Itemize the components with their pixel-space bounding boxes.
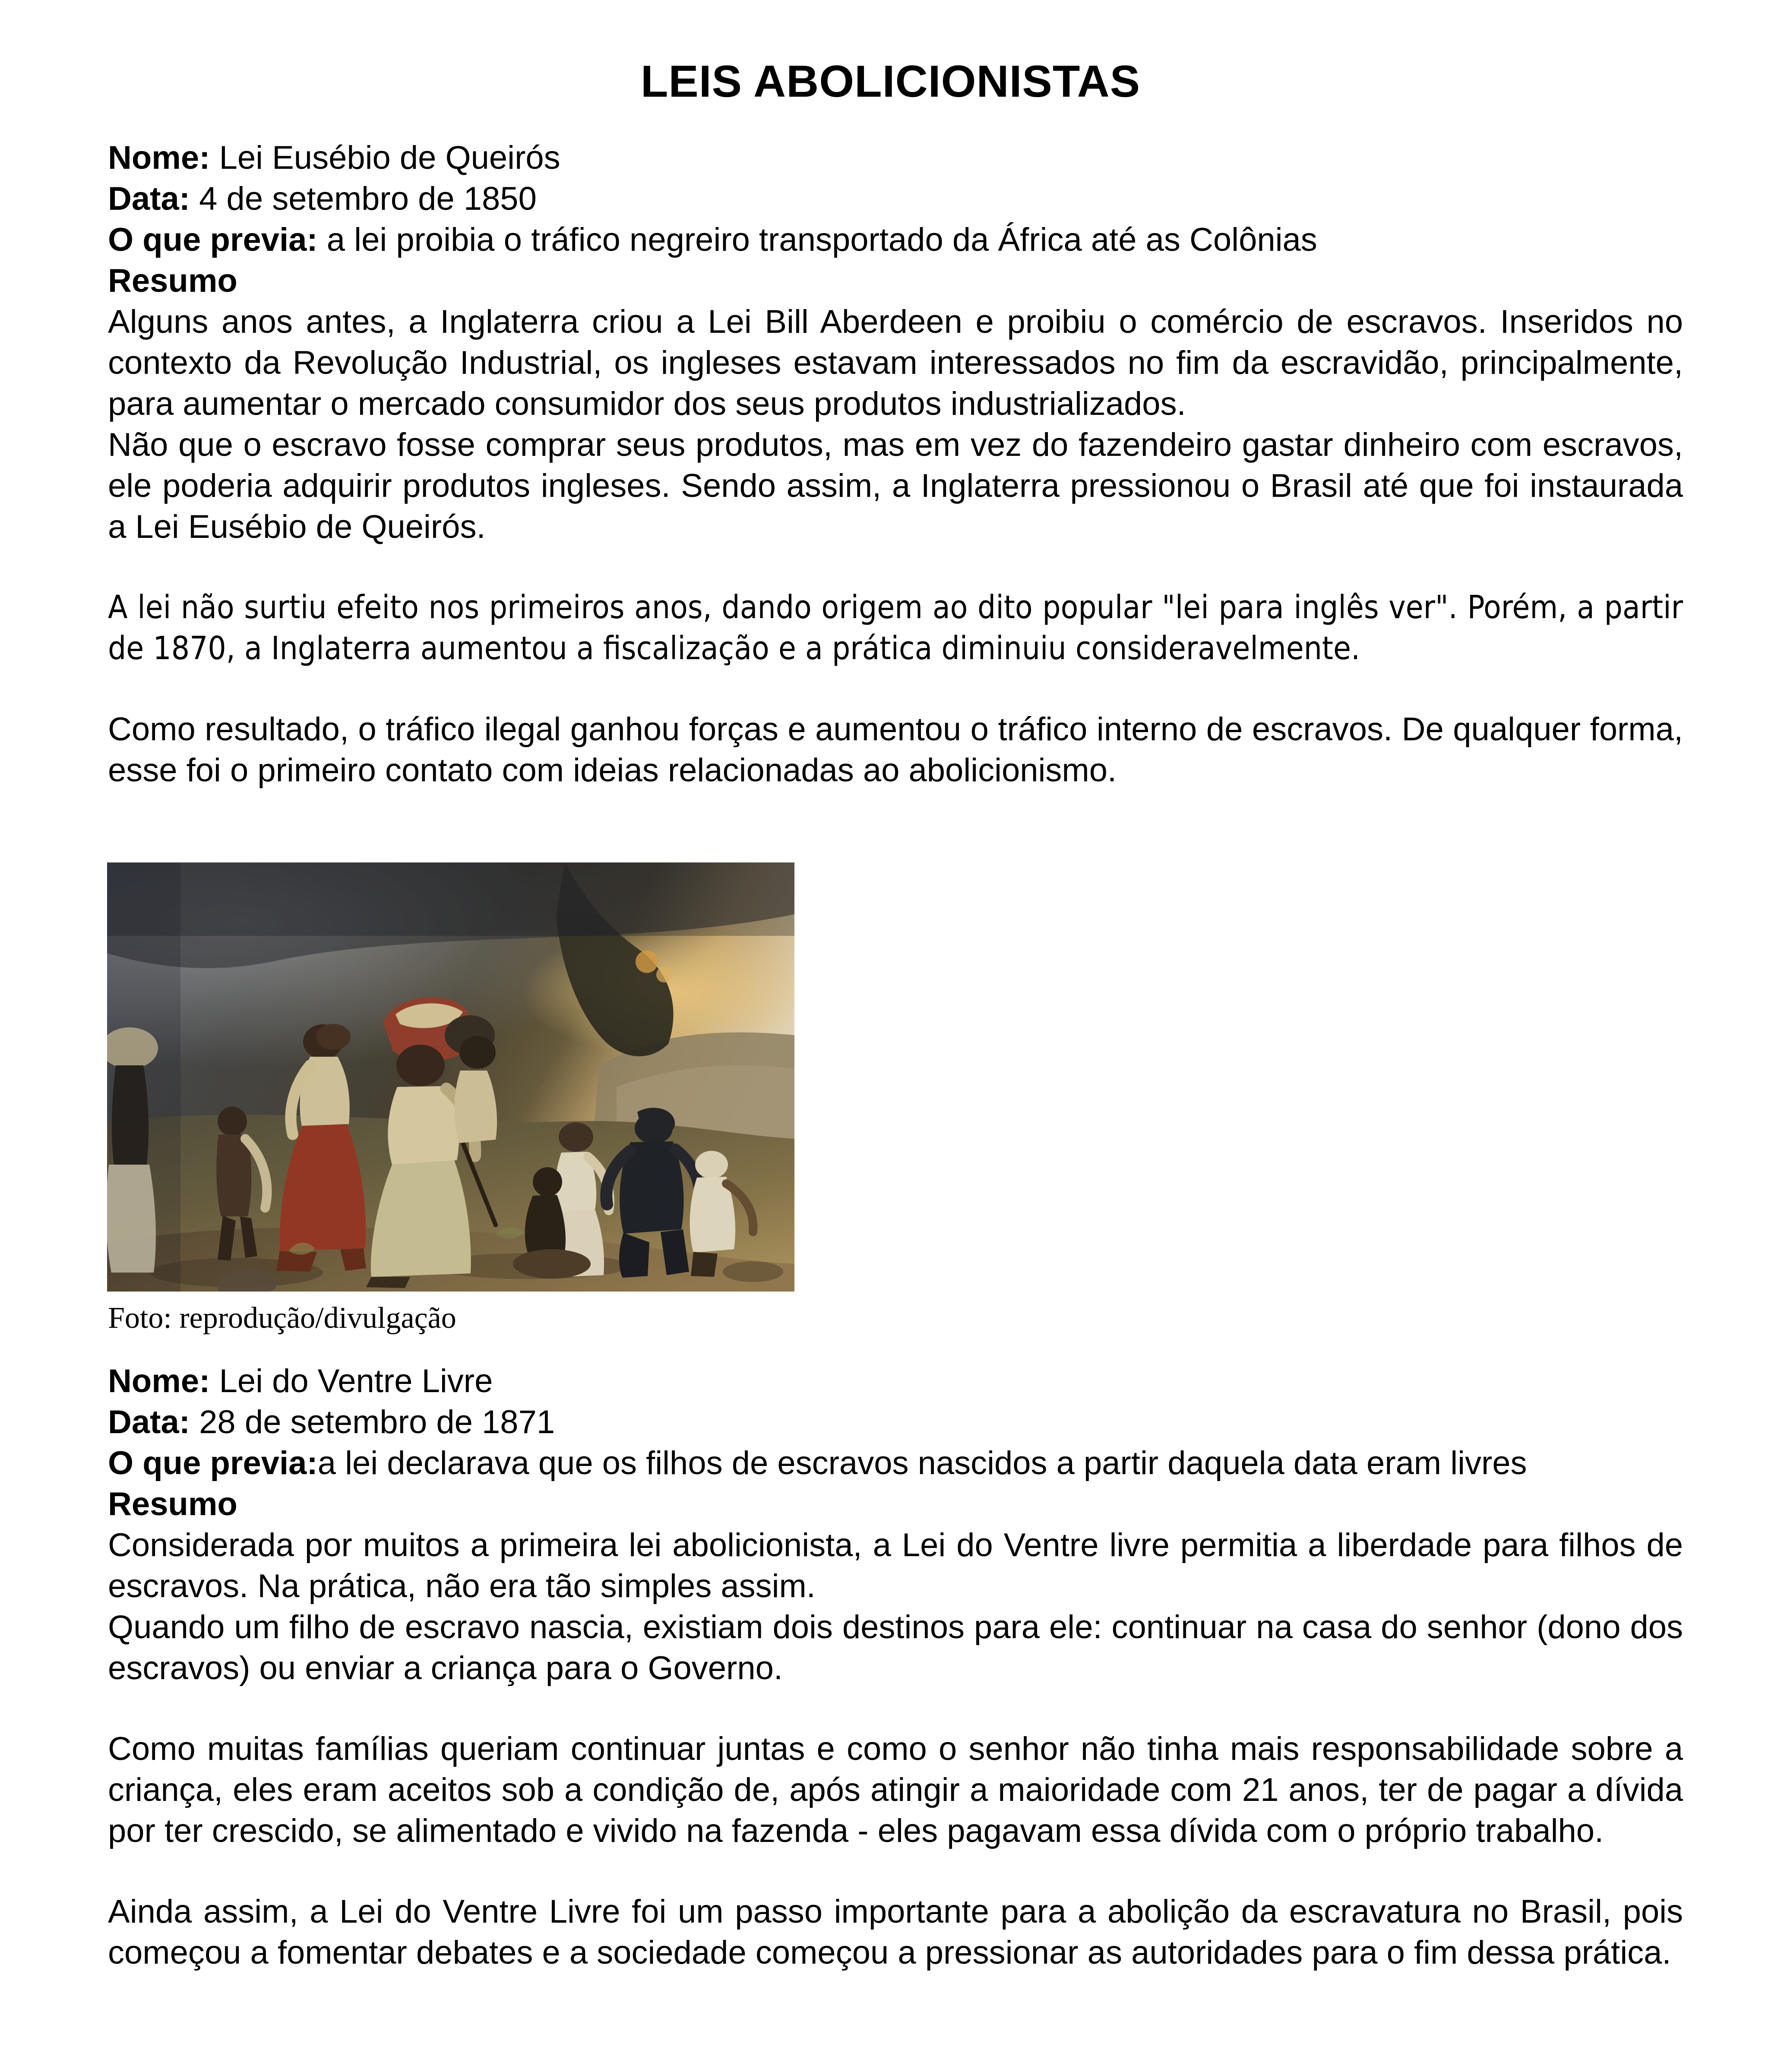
paragraph-spacer <box>108 669 1683 709</box>
field-nome-value: Lei do Ventre Livre <box>210 1363 493 1399</box>
field-nome <box>108 1361 1683 1402</box>
field-data-label: Data: <box>108 1404 190 1440</box>
section-lei-eusebio-de-queiros <box>108 137 1683 791</box>
figure-slave-march-painting <box>107 862 794 1292</box>
paragraph: Não que o escravo fosse comprar seus produtos, mas em vez do fazendeiro gastar dinheiro com escravos, ele poderia adquirir produtos ingleses. Sendo assim, a Inglaterra pressionou o Brasil até que foi instaurada a Lei Eusébio de Queirós. <box>108 426 1683 545</box>
field-data-value: 4 de setembro de 1850 <box>190 180 537 217</box>
paragraph: Como resultado, o tráfico ilegal ganhou forças e aumentou o tráfico interno de escravos. De qualquer forma, esse foi o primeiro contato com ideias relacionadas ao abolicionismo. <box>108 711 1683 789</box>
field-o-que-previa-label: O que previa: <box>108 221 318 258</box>
field-data <box>108 178 1683 219</box>
field-nome <box>108 137 1683 178</box>
figure-caption: Foto: reprodução/divulgação <box>108 1301 456 1335</box>
painting-image <box>107 862 794 1292</box>
paragraph: Ainda assim, a Lei do Ventre Livre foi um passo importante para a abolição da escravatura no Brasil, pois começou a fomentar debates e a sociedade começou a pressionar as autoridades para o fim dessa prática. <box>108 1893 1683 1971</box>
field-data-value: 28 de setembro de 1871 <box>190 1404 555 1440</box>
paragraph: Considerada por muitos a primeira lei abolicionista, a Lei do Ventre livre permitia a liberdade para filhos de escravos. Na prática, não era tão simples assim. <box>108 1527 1683 1605</box>
field-o-que-previa-label: O que previa: <box>108 1445 318 1481</box>
field-o-que-previa-value: a lei proibia o tráfico negreiro transportado da África até as Colônias <box>317 221 1317 258</box>
page-title: LEIS ABOLICIONISTAS <box>640 56 1141 107</box>
paragraph: A lei não surtiu efeito nos primeiros anos, dando origem ao dito popular "lei para inglês ver". Porém, a partir de 1870, a Inglaterra aumentou a fiscalização e a prática diminuiu consideravelmente. <box>108 589 1683 667</box>
field-nome-label: Nome: <box>108 1363 210 1399</box>
paragraph-spacer <box>108 547 1683 587</box>
paragraph: Alguns anos antes, a Inglaterra criou a Lei Bill Aberdeen e proibiu o comércio de escravos. Inseridos no contexto da Revolução Industrial, os ingleses estavam interessados no fim da escravidão, principalmente, para aumentar o mercado consumidor dos seus produtos industrializados. <box>108 303 1683 422</box>
field-data-label: Data: <box>108 180 190 217</box>
field-data <box>108 1402 1683 1443</box>
field-o-que-previa-value: a lei declarava que os filhos de escravos nascidos a partir daquela data eram livres <box>317 1445 1527 1481</box>
paragraph: Quando um filho de escravo nascia, existiam dois destinos para ele: continuar na casa do senhor (dono dos escravos) ou enviar a criança para o Governo. <box>108 1609 1683 1687</box>
field-o-que-previa <box>108 1443 1683 1484</box>
paragraph: Como muitas famílias queriam continuar juntas e como o senhor não tinha mais responsabilidade sobre a criança, eles eram aceitos sob a condição de, após atingir a maioridade com 21 anos, ter de pagar a dívida por ter crescido, se alimentado e vivido na fazenda - eles pagavam essa dívida com o próprio trabalho. <box>108 1731 1683 1849</box>
heading-resumo: Resumo <box>108 262 237 299</box>
painting-svg <box>107 862 794 1292</box>
heading-resumo: Resumo <box>108 1486 237 1522</box>
paragraph-spacer <box>108 1851 1683 1891</box>
section-lei-do-ventre-livre <box>108 1361 1683 1973</box>
field-nome-label: Nome: <box>108 139 210 176</box>
paragraph-spacer <box>108 1689 1683 1728</box>
field-o-que-previa <box>108 219 1683 260</box>
field-nome-value: Lei Eusébio de Queirós <box>210 139 560 176</box>
